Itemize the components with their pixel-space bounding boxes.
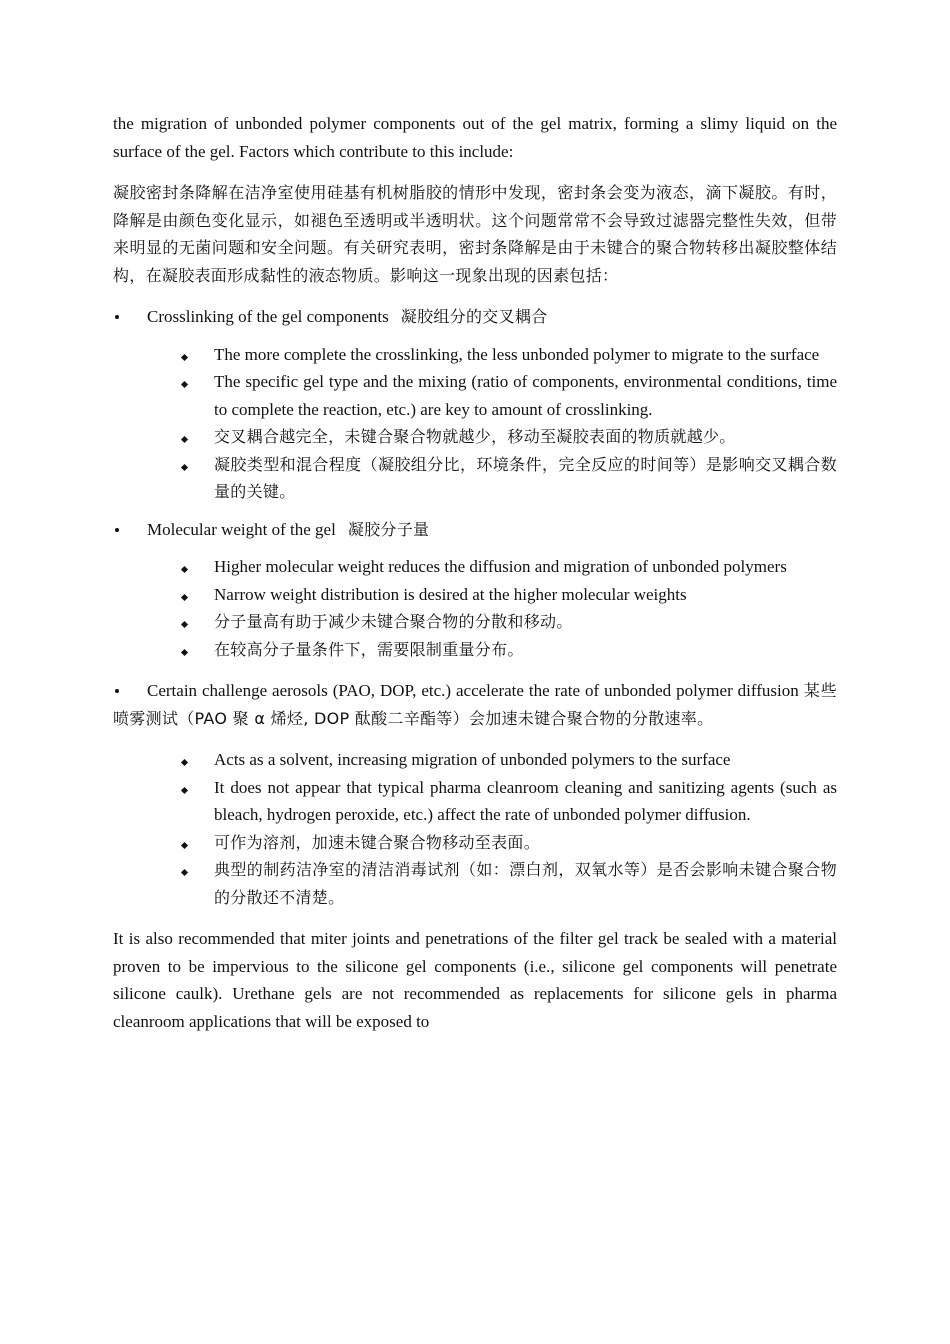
sub-item: Narrow weight distribution is desired at the higher molecular weights	[113, 581, 837, 609]
closing-paragraph: It is also recommended that miter joints and penetrations of the filter gel track be sealed with a material proven to be impervious to the silicone gel components (i.e., silicone gel components will penetrate silicone caulk). Urethane gels are not recommended as replacements for silicone gels in pharma cleanroom applications that will be exposed to	[113, 929, 837, 1031]
bullet-dot-icon	[115, 315, 119, 319]
diamond-bullet-icon	[181, 841, 188, 848]
sub-item: 凝胶类型和混合程度（凝胶组分比，环境条件，完全反应的时间等）是影响交叉耦合数量的关键。	[113, 451, 837, 506]
diamond-bullet-icon	[181, 869, 188, 876]
factor-title-zh: 凝胶组分的交叉耦合	[400, 307, 548, 326]
factor-title-en: Certain challenge aerosols (PAO, DOP, etc.) accelerate the rate of unbonded polymer diffusion	[147, 681, 799, 700]
sub-item: Higher molecular weight reduces the diffusion and migration of unbonded polymers	[113, 553, 837, 581]
diamond-bullet-icon	[181, 759, 188, 766]
sub-item: 分子量高有助于减少未键合聚合物的分散和移动。	[113, 608, 837, 636]
diamond-bullet-icon	[181, 463, 188, 470]
sub-item: 交叉耦合越完全，未键合聚合物就越少，移动至凝胶表面的物质就越少。	[113, 423, 837, 451]
bullet-dot-icon	[115, 528, 119, 532]
sub-item: The specific gel type and the mixing (ratio of components, environmental conditions, time to complete the reaction, etc.) are key to amount of crosslinking.	[113, 368, 837, 423]
diamond-bullet-icon	[181, 593, 188, 600]
bullet-dot-icon	[115, 689, 119, 693]
sub-item: It does not appear that typical pharma cleanroom cleaning and sanitizing agents (such as bleach, hydrogen peroxide, etc.) affect the rate of unbonded polymer diffusion.	[113, 774, 837, 829]
sub-item: The more complete the crosslinking, the less unbonded polymer to migrate to the surface	[113, 341, 837, 369]
sub-item: Acts as a solvent, increasing migration of unbonded polymers to the surface	[113, 746, 837, 774]
factor-challenge-aerosols	[113, 677, 837, 732]
intro-chinese-paragraph: 凝胶密封条降解在洁净室使用硅基有机树脂胶的情形中发现，密封条会变为液态，滴下凝胶。有时，降解是由颜色变化显示，如褪色至透明或半透明状。这个问题常常不会导致过滤器完整性失效，但带来明显的无菌问题和安全问题。有关研究表明，密封条降解是由于未键合的聚合物转移出凝胶整体结构，在凝胶表面形成黏性的液态物质。影响这一现象出现的因素包括：	[113, 183, 837, 285]
document-page	[113, 110, 837, 1035]
sub-item: 在较高分子量条件下，需要限制重量分布。	[113, 636, 837, 664]
diamond-bullet-icon	[181, 381, 188, 388]
factor-title-zh: 凝胶分子量	[347, 519, 430, 539]
diamond-bullet-icon	[181, 648, 188, 655]
factor-title-en: Molecular weight of the gel	[147, 519, 336, 539]
sub-item: 典型的制药洁净室的清洁消毒试剂（如：漂白剂，双氧水等）是否会影响未键合聚合物的分散还不清楚。	[113, 856, 837, 911]
diamond-bullet-icon	[181, 566, 188, 573]
diamond-bullet-icon	[181, 436, 188, 443]
diamond-bullet-icon	[181, 621, 188, 628]
factor-title-zh: 某些喷雾测试（PAO 聚 α 烯烃, DOP 酞酸二辛酯等）会加速未键合聚合物的分散速率。	[113, 681, 838, 728]
intro-english-paragraph: the migration of unbonded polymer components out of the gel matrix, forming a slimy liquid on the surface of the gel. Factors which contribute to this include:	[113, 114, 837, 161]
diamond-bullet-icon	[181, 353, 188, 360]
diamond-bullet-icon	[181, 786, 188, 793]
factor-title-en: Crosslinking of the gel components	[147, 307, 389, 326]
sub-item: 可作为溶剂，加速未键合聚合物移动至表面。	[113, 829, 837, 857]
factor-molecular-weight	[113, 516, 837, 544]
factor-crosslinking	[113, 303, 837, 331]
